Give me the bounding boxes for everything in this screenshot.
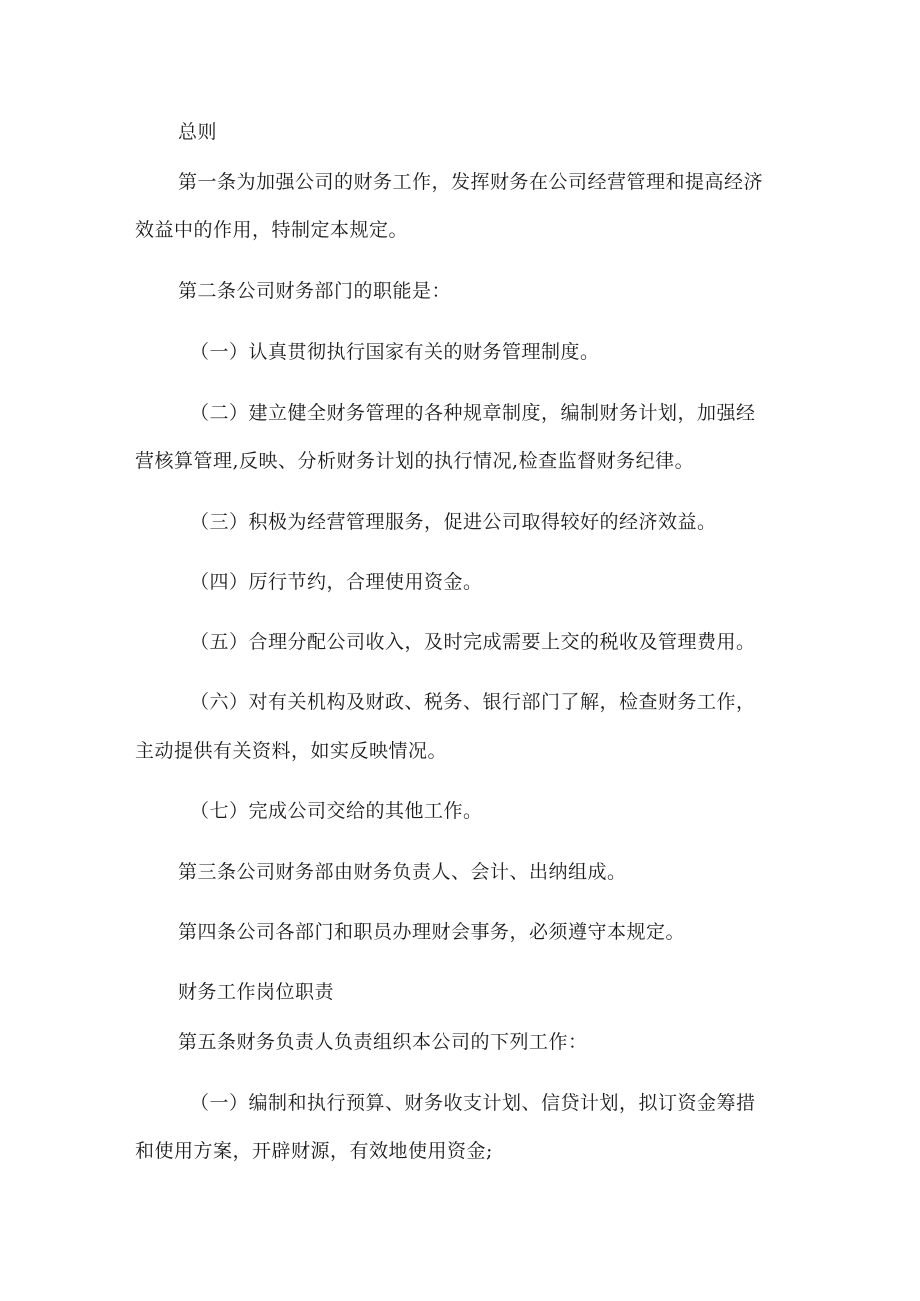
article-2-item-6-line-1: （六）对有关机构及财政、税务、银行部门了解，检查财务工作，	[190, 691, 756, 713]
article-5-item-1-line-1: （一）编制和执行预算、财务收支计划、信贷计划，拟订资金筹措	[190, 1092, 756, 1114]
article-2-item-6-line-2: 主动提供有关资料，如实反映情况。	[135, 740, 448, 762]
article-2-item-5: （五）合理分配公司收入，及时完成需要上交的税收及管理费用。	[190, 631, 756, 653]
article-2-item-3: （三）积极为经营管理服务，促进公司取得较好的经济效益。	[190, 511, 717, 533]
article-3: 第三条公司财务部由财务负责人、会计、出纳组成。	[178, 861, 627, 883]
article-2-item-7: （七）完成公司交给的其他工作。	[190, 800, 483, 822]
article-2: 第二条公司财务部门的职能是：	[178, 280, 452, 302]
article-2-item-2-line-1: （二）建立健全财务管理的各种规章制度，编制财务计划，加强经	[190, 402, 756, 424]
article-2-item-4: （四）厉行节约，合理使用资金。	[190, 571, 483, 593]
article-5-item-1-line-2: 和使用方案，开辟财源，有效地使用资金;	[135, 1140, 493, 1162]
article-2-item-2-line-2: 营核算管理,反映、分析财务计划的执行情况,检查监督财务纪律。	[135, 450, 695, 472]
article-5: 第五条财务负责人负责组织本公司的下列工作：	[178, 1031, 588, 1053]
section-heading-general: 总则	[178, 121, 218, 143]
article-4: 第四条公司各部门和职员办理财会事务，必须遵守本规定。	[178, 921, 686, 943]
section-heading-duties: 财务工作岗位职责	[178, 981, 335, 1003]
article-2-item-1: （一）认真贯彻执行国家有关的财务管理制度。	[190, 341, 600, 363]
article-1-line-1: 第一条为加强公司的财务工作，发挥财务在公司经营管理和提高经济	[178, 171, 764, 193]
article-1-line-2: 效益中的作用，特制定本规定。	[135, 219, 409, 241]
